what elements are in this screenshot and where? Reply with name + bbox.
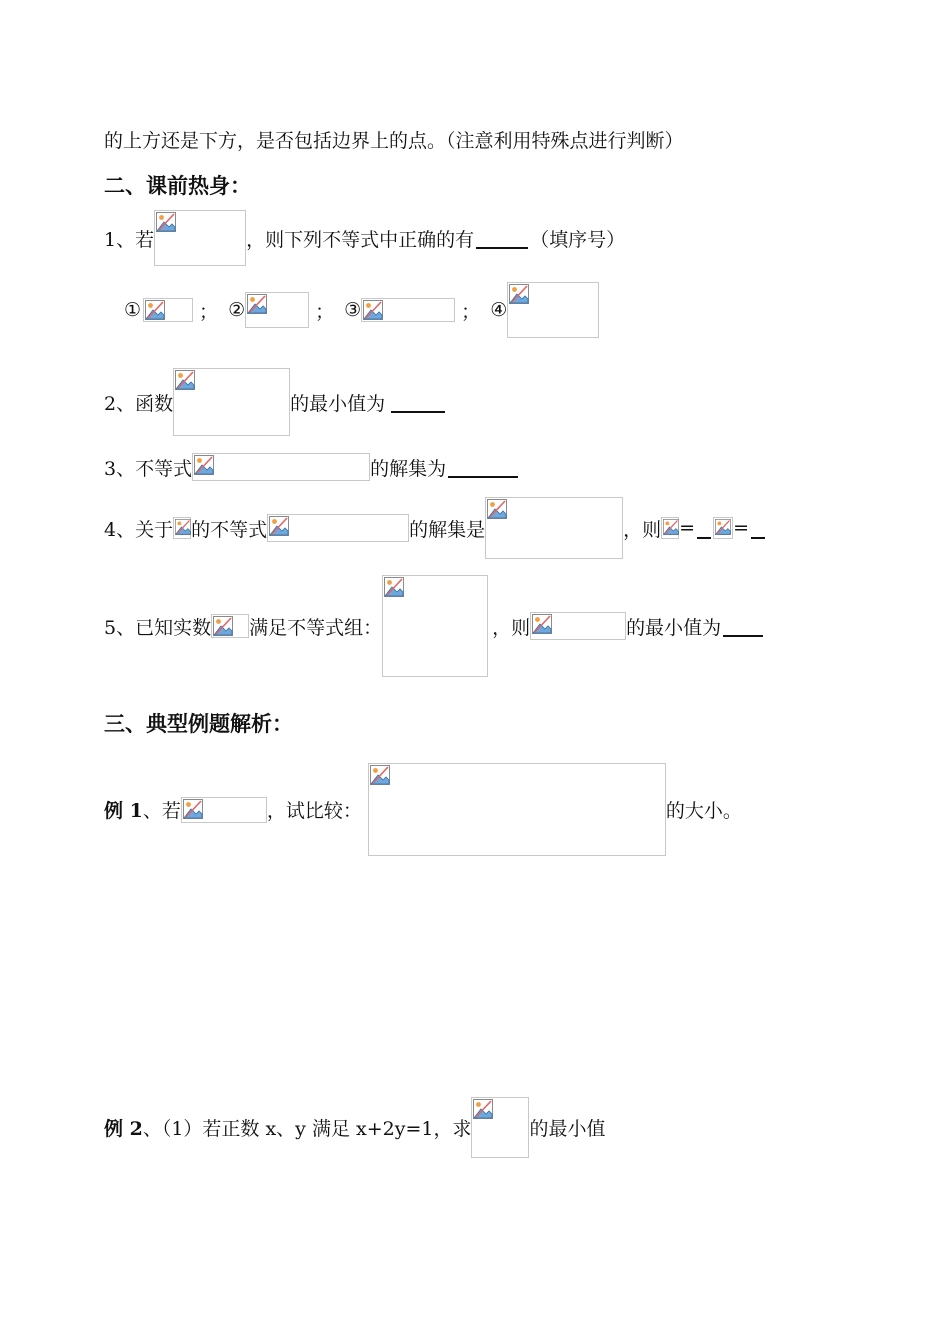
option-3-image <box>361 298 455 322</box>
formula-image <box>267 514 409 542</box>
broken-image-icon <box>384 577 404 597</box>
answer-blank[interactable] <box>697 536 711 539</box>
formula-image <box>173 368 290 436</box>
formula-image <box>530 612 626 640</box>
comparison-image <box>368 763 666 856</box>
broken-image-icon <box>145 300 165 320</box>
question-text: ，则 <box>492 616 531 639</box>
option-2-marker: ② <box>228 299 246 321</box>
separator: ； <box>315 300 335 323</box>
solution-set-image <box>485 497 623 559</box>
answer-blank[interactable] <box>391 410 445 413</box>
variable-a-image <box>661 517 679 539</box>
question-text: 的不等式 <box>191 518 268 541</box>
equals-sign: = <box>733 517 749 539</box>
formula-image <box>471 1097 529 1158</box>
broken-image-icon <box>715 519 731 535</box>
broken-image-icon <box>183 799 203 819</box>
example-text: ，试比较： <box>266 800 362 822</box>
option-3-marker: ③ <box>344 299 362 321</box>
separator: ； <box>199 300 219 323</box>
question-number: 2、函数 <box>104 392 174 415</box>
question-text: 的解集是 <box>409 518 486 541</box>
question-5 <box>104 575 765 677</box>
example-text: 的最小值 <box>529 1118 606 1140</box>
broken-image-icon <box>194 455 214 475</box>
question-3 <box>104 452 520 482</box>
variable-image <box>211 614 249 638</box>
broken-image-icon <box>175 370 195 390</box>
inequality-system-image <box>382 575 488 677</box>
intro-text: 的上方还是下方，是否包括边界上的点。（注意利用特殊点进行判断） <box>104 130 684 152</box>
answer-blank[interactable] <box>476 246 528 249</box>
question-tail: （填序号） <box>530 228 626 251</box>
section-title: 二、课前热身： <box>104 174 251 198</box>
question-text: ，则 <box>623 518 662 541</box>
section-heading-examples <box>104 708 293 738</box>
question-text: 的解集为 <box>370 457 447 480</box>
option-4-image <box>507 282 599 338</box>
question-text: 的最小值为 <box>290 392 386 415</box>
question-text: 的最小值为 <box>626 616 722 639</box>
variable-b-image <box>713 517 733 539</box>
broken-image-icon <box>473 1099 493 1119</box>
broken-image-icon <box>269 516 289 536</box>
broken-image-icon <box>509 284 529 304</box>
question-1-options <box>104 282 599 338</box>
example-text: 的大小。 <box>665 800 742 822</box>
broken-image-icon <box>532 614 552 634</box>
example-text: 、若 <box>142 800 181 822</box>
question-number: 3、不等式 <box>104 457 193 480</box>
broken-image-icon <box>156 212 176 232</box>
answer-blank[interactable] <box>448 475 518 478</box>
question-4 <box>104 497 767 559</box>
formula-image <box>192 453 370 481</box>
separator: ； <box>461 300 481 323</box>
answer-blank[interactable] <box>751 536 765 539</box>
broken-image-icon <box>213 616 233 636</box>
option-1-marker: ① <box>124 299 142 321</box>
option-2-image <box>245 292 309 328</box>
option-1-image <box>143 298 193 322</box>
question-number: 4、关于 <box>104 518 174 541</box>
broken-image-icon <box>370 765 390 785</box>
example-label: 例 1 <box>104 800 143 822</box>
formula-image <box>154 210 246 266</box>
question-2 <box>104 368 447 436</box>
answer-blank[interactable] <box>723 634 763 637</box>
example-text: 、（1）若正数 x、y 满足 x+2y=1，求 <box>142 1118 472 1140</box>
question-number: 1、若 <box>104 228 155 251</box>
equals-sign: = <box>679 517 696 539</box>
broken-image-icon <box>363 300 383 320</box>
broken-image-icon <box>175 519 191 535</box>
intro-line <box>104 126 684 153</box>
example-1 <box>104 763 742 856</box>
question-number: 5、已知实数 <box>104 616 212 639</box>
broken-image-icon <box>247 294 267 314</box>
example-2 <box>104 1097 605 1158</box>
example-label: 例 2 <box>104 1118 143 1140</box>
section-title: 三、典型例题解析： <box>104 712 293 736</box>
question-1 <box>104 210 625 266</box>
section-heading-warmup <box>104 170 251 200</box>
variable-image <box>173 517 191 539</box>
formula-image <box>181 797 267 823</box>
broken-image-icon <box>663 519 679 535</box>
question-text: ，则下列不等式中正确的有 <box>246 228 475 251</box>
question-text: 满足不等式组： <box>249 616 383 639</box>
broken-image-icon <box>487 499 507 519</box>
option-4-marker: ④ <box>490 299 508 321</box>
